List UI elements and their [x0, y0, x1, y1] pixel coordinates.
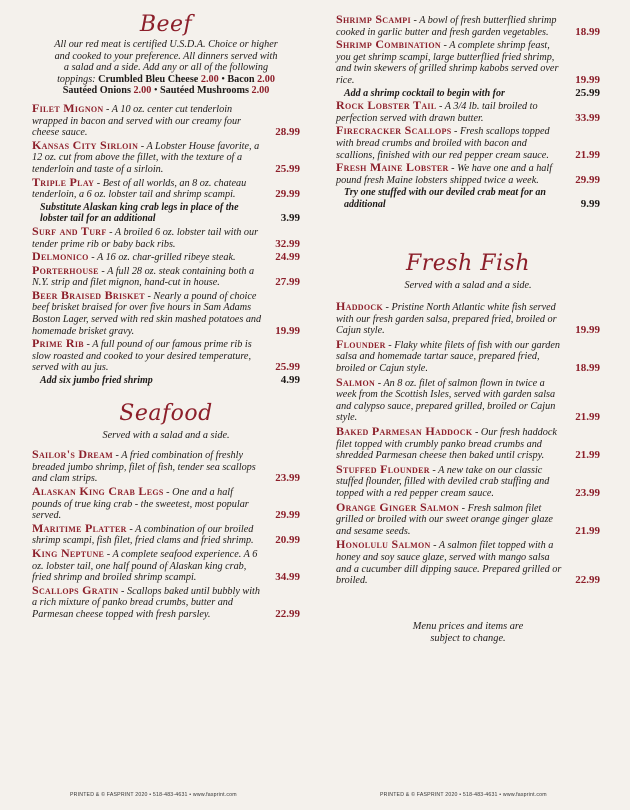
menu-item [32, 449, 300, 485]
menu-item-description: - An 8 oz. filet of salmon flown in twice a week from the Scottish Isles, served with garden salsa and calypso sauce, prepared grilled, broiled or Cajun style. [336, 377, 556, 424]
menu-item-name: Honolulu Salmon [336, 537, 431, 552]
menu-item-name: Stuffed Flounder [336, 461, 430, 476]
menu-item-addon [32, 202, 300, 225]
menu-item [336, 461, 600, 500]
toppings-line-1: toppings: Crumbled Bleu Cheese 2.00 • Bacon 2.00 [57, 73, 275, 85]
menu-item [32, 582, 300, 621]
menu-item-price: 21.99 [575, 524, 600, 537]
menu-item-name: Rock Lobster Tail [336, 98, 437, 113]
menu-item-description: - Flaky white filets of fish with our garden salsa and homemade tartar sauce, prepared fried, broiled or Cajun style. [336, 339, 560, 375]
menu-item-name: Shrimp Combination [336, 37, 441, 52]
menu-item [336, 39, 600, 86]
addon-price: 25.99 [575, 86, 600, 99]
menu-item-name: Kansas City Sirloin [32, 137, 139, 152]
menu-item-description: - Best of all worlds, an 8 oz. chateau tenderloin, a 6 oz. lobster tail and shrimp scampi. [32, 177, 247, 201]
seafood-heading: Seafood [119, 400, 213, 426]
menu-item-name: Shrimp Scampi [336, 12, 411, 26]
menu-item-description: - A full 28 oz. steak containing both a N.Y. strip and filet mignon, hand-cut in house. [32, 265, 255, 289]
menu-item [336, 14, 600, 38]
menu-item-description: - Scallops baked until bubbly with a rich mixture of panko bread crumbs, butter and Parmesan cheese topped with fresh parsley. [32, 585, 260, 620]
fresh-fish-intro: Served with a salad and a side. [404, 279, 532, 291]
beef-item-list [32, 100, 300, 387]
beef-intro: All our red meat is certified U.S.D.A. Choice or higher and cooked to your preference. All dinners served with a salad and a side. Add any or all of the following toppings: Crumbled Bleu Cheese 2.00 • Bacon 2.00 Sautéed Onions 2.00 • Sautéed Mushrooms 2.00 [32, 39, 300, 97]
addon-text: Try one stuffed with our deviled crab meat for an additional [344, 187, 546, 210]
footer-right: PRINTED & © FASPRINT 2020 • 518-483-4631 • www.fasprint.com [380, 792, 547, 798]
menu-item [336, 426, 600, 462]
menu-item [336, 539, 600, 586]
menu-item-price: 24.99 [275, 251, 300, 264]
menu-item-name: Beer Braised Brisket [32, 287, 145, 302]
menu-item [32, 137, 300, 176]
menu-item-name: Scallops Gratin [32, 582, 119, 597]
menu-item-description: - A complete shrimp feast, you get shrimp scampi, large butterflied fried shrimp, and twin skewers of grilled shrimp kabobs served over rice. [336, 40, 559, 86]
menu-item-description: - A bowl of fresh butterflied shrimp cooked in garlic butter and fresh garden vegetables. [336, 15, 557, 38]
menu-item-name: Fresh Maine Lobster [336, 160, 449, 175]
menu-item-price: 18.99 [575, 362, 600, 375]
menu-item-price: 19.99 [275, 324, 300, 337]
menu-item-description: - A 3/4 lb. tail broiled to perfection served with drawn butter. [336, 101, 538, 124]
menu-item [336, 336, 600, 375]
menu-item [32, 338, 300, 374]
beef-heading: Beef [139, 12, 193, 37]
menu-item [336, 100, 600, 124]
menu-item [32, 545, 300, 584]
menu-item-name: Alaskan King Crab Legs [32, 484, 164, 498]
addon-price: 4.99 [280, 374, 300, 387]
menu-item-price: 28.99 [275, 126, 300, 139]
toppings-line-2: Sautéed Onions 2.00 • Sautéed Mushrooms 2.00 [62, 85, 270, 97]
menu-item-name: Delmonico [32, 249, 89, 264]
menu-item-price: 25.99 [275, 361, 300, 374]
menu-item-price: 29.99 [275, 188, 300, 201]
menu-item-description: - Pristine North Atlantic white fish served with our fresh garden salsa, prepared fried, broiled or Cajun style. [336, 302, 557, 337]
menu-item [32, 520, 300, 547]
menu-item-name: Prime Rib [32, 336, 84, 351]
menu-item [336, 162, 600, 186]
menu-item-description: - One and a half pounds of true king crab - the sweetest, most popular served. [32, 487, 249, 522]
menu-item-price: 21.99 [575, 411, 600, 424]
menu-item-price: 21.99 [575, 148, 600, 161]
menu-item-price: 18.99 [575, 25, 600, 38]
menu-item [336, 301, 600, 337]
menu-item [32, 486, 300, 522]
menu-item-name: Surf and Turf [32, 223, 107, 238]
fresh-fish-item-list [336, 301, 600, 587]
addon-text: Add six jumbo fried shrimp [40, 375, 153, 387]
fresh-fish-heading: Fresh Fish [405, 250, 530, 276]
menu-item-name: Filet Mignon [32, 100, 104, 115]
menu-item-description: - A new take on our classic stuffed flounder, filled with deviled crab stuffing and topped with a red pepper cream sauce. [336, 464, 550, 499]
right-column [336, 14, 600, 645]
menu-item-description: - A full pound of our famous prime rib is slow roasted and cooked to your desired temperature, served with au jus. [32, 339, 252, 374]
menu-item-name: Haddock [336, 299, 383, 314]
menu-item-price: 22.99 [275, 607, 300, 620]
menu-item-description: - A broiled 6 oz. lobster tail with our tender prime rib or baby back ribs. [32, 226, 259, 250]
menu-item-price: 22.99 [575, 574, 600, 587]
addon-text: Substitute Alaskan king crab legs in place of the lobster tail for an additional [40, 201, 239, 225]
menu-item-description: - We have one and a half pound fresh Maine lobsters shipped twice a week. [336, 163, 553, 186]
menu-item-price: 32.99 [275, 237, 300, 250]
seafood-cont-item-list [336, 14, 600, 211]
price-note: Menu prices and items are subject to change. [412, 620, 524, 644]
menu-item-description: - A complete seafood experience. A 6 oz. lobster tail, one half pound of Alaskan king crab, fried shrimp and broiled shrimp scampi. [32, 548, 258, 584]
menu-item-description: - Nearly a pound of choice beef brisket braised for over five hours in Sam Adams Boston Lager, served with red skin mashed potatoes and homemade brisket gravy. [32, 290, 262, 337]
menu-item-name: King Neptune [32, 545, 105, 560]
menu-item-name: Sailor's Dream [32, 447, 113, 462]
menu-item [336, 125, 600, 161]
menu-item-price: 19.99 [575, 73, 600, 86]
menu-item-name: Flounder [336, 336, 386, 351]
menu-item-addon [336, 187, 600, 210]
seafood-intro: Served with a salad and a side. [102, 429, 230, 441]
left-column [32, 0, 300, 622]
menu-item-description: - A combination of our broiled shrimp scampi, fish filet, fried clams and fried shrimp. [32, 523, 254, 547]
menu-item-name: Firecracker Scallops [336, 123, 452, 138]
menu-item-price: 29.99 [275, 509, 300, 522]
menu-item [32, 174, 300, 201]
menu-item-description: - Fresh scallops topped with bread crumbs and broiled with bacon and scallions, finished with our red pepper cream sauce. [336, 126, 550, 161]
menu-item-name: Maritime Platter [32, 520, 127, 535]
menu-item-name: Porterhouse [32, 262, 99, 277]
menu-item-price: 27.99 [275, 276, 300, 289]
menu-item [336, 374, 600, 424]
menu-item [32, 287, 300, 337]
menu-item-description: - A 10 oz. center cut tenderloin wrapped in bacon and served with our creamy four cheese sauce. [32, 103, 242, 139]
menu-item-name: Salmon [336, 374, 376, 389]
menu-item [32, 100, 300, 139]
menu-item [32, 223, 300, 250]
addon-text: Add a shrimp cocktail to begin with for [344, 87, 505, 99]
menu-item-name: Triple Play [32, 174, 95, 189]
addon-price: 3.99 [280, 212, 300, 225]
addon-price: 9.99 [580, 197, 600, 210]
menu-item-price: 34.99 [275, 571, 300, 584]
menu-item-price: 23.99 [575, 487, 600, 499]
footer-left: PRINTED & © FASPRINT 2020 • 518-483-4631 • www.fasprint.com [70, 792, 237, 798]
menu-item-description: - A fried combination of freshly breaded jumbo shrimp, filet of fish, tender sea scallops and clam strips. [32, 450, 256, 485]
seafood-item-list [32, 449, 300, 620]
menu-item-description: - A 16 oz. char-grilled ribeye steak. [88, 252, 236, 264]
menu-item-price: 25.99 [275, 162, 300, 175]
menu-item-addon [32, 375, 300, 387]
menu-item-price: 21.99 [575, 449, 600, 462]
menu-item-description: - A salmon filet topped with a honey and soy sauce glaze, served with mango salsa and a cucumber dill dipping sauce. Prepared grilled or broiled. [336, 540, 562, 587]
menu-item-price: 23.99 [275, 472, 300, 485]
menu-item-name: Baked Parmesan Haddock [336, 424, 473, 439]
menu-item-price: 29.99 [575, 173, 600, 186]
menu-item-price: 33.99 [575, 111, 600, 124]
menu-item [32, 262, 300, 289]
menu-item-price: 20.99 [275, 534, 300, 547]
menu-item-description: - Fresh salmon filet grilled or broiled with our sweet orange ginger glaze and sesame seeds. [336, 502, 553, 537]
menu-item-description: - A Lobster House favorite, a 12 oz. cut from above the fillet, with the texture of a tenderloin and taste of a sirloin. [32, 140, 260, 175]
menu-item [336, 499, 600, 538]
menu-item-description: - Our fresh haddock filet topped with crumbly panko bread crumbs and shredded Parmesan cheese then baked until crispy. [336, 427, 557, 462]
menu-item-price: 19.99 [575, 324, 600, 337]
menu-item-name: Orange Ginger Salmon [336, 499, 460, 514]
